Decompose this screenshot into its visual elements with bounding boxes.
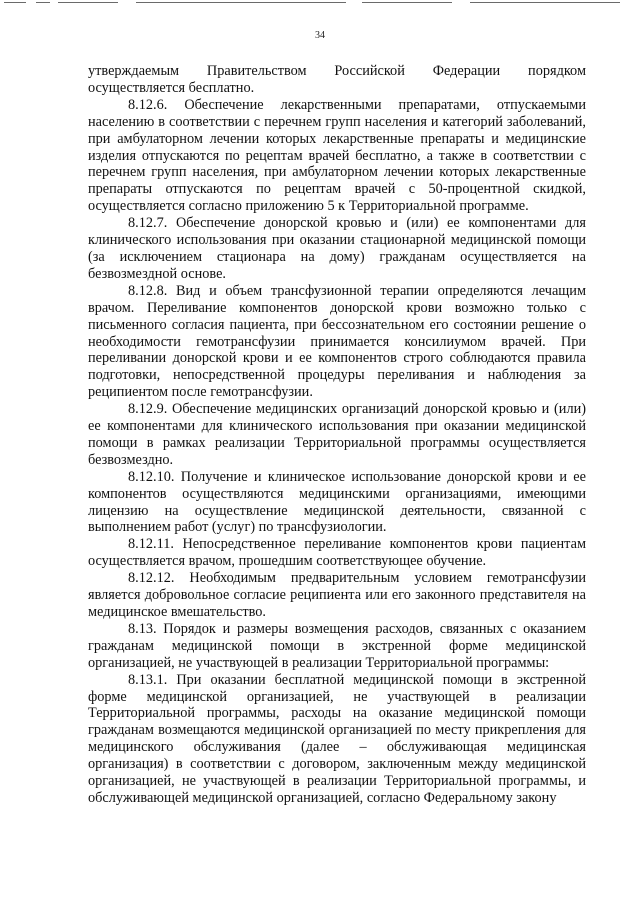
paragraph: 8.12.11. Непосредственное переливание компонентов крови пациентам осуществляется врачом, прошедшим соответствующее обучение. (88, 536, 586, 570)
scan-artifact-line (36, 2, 50, 3)
scan-artifact-line (362, 2, 452, 3)
paragraph: утверждаемым Правительством Российской Федерации порядком осуществляется бесплатно. (88, 63, 586, 96)
paragraph: 8.12.7. Обеспечение донорской кровью и (или) ее компонентами для клинического использования при оказании стационарной медицинской помощи (за исключением стационара на дому) гражданам осуществляется на безвозмездной основе. (88, 215, 586, 282)
paragraph: 8.12.12. Необходимым предварительным условием гемотрансфузии является добровольное согласие реципиента или его законного представителя на медицинское вмешательство. (88, 570, 586, 620)
page-number: 34 (315, 30, 325, 41)
paragraph: 8.13.1. При оказании бесплатной медицинской помощи в экстренной форме медицинской организацией, не участвующей в реализации Территориальной программы, расходы на оказание медицинской помощи гражданам возмещаются медицинской организацией по месту прикрепления для медицинского обслуживания (далее – обслуживающая медицинская организация) в соответствии с договором, заключенным между медицинской организацией, не участвующей в реализации Территориальной программы, и обслуживающей медицинской организацией, согласно Федеральному закону (88, 671, 586, 806)
scan-artifact-line (136, 2, 346, 3)
paragraph: 8.12.9. Обеспечение медицинских организаций донорской кровью и (или) ее компонентами для клинического использования при оказании медицинской помощи в рамках реализации Территориальной программы осуществляется безвозмездно. (88, 401, 586, 468)
paragraph: 8.13. Порядок и размеры возмещения расходов, связанных с оказанием гражданам медицинской помощи в экстренной форме медицинской организацией, не участвующей в реализации Территориальной программы: (88, 620, 586, 671)
scan-artifact-line (4, 2, 26, 3)
paragraph: 8.12.10. Получение и клиническое использование донорской крови и ее компонентов осуществляются медицинскими организациями, имеющими лицензию на осуществление медицинской деятельности, связанной с выполнением работ (услуг) по трансфузиологии. (88, 468, 586, 536)
scan-artifact-line (58, 2, 118, 3)
paragraph: 8.12.8. Вид и объем трансфузионной терапии определяются лечащим врачом. Переливание компонентов донорской крови возможно только с письменного согласия пациента, при бессознательном его состоянии решение о необходимости гемотрансфузии принимается консилиумом врачей. При переливании донорской крови и ее компонентов строго соблюдаются правила подготовки, непосредственной процедуры переливания и наблюдения за реципиентом после гемотрансфузии. (88, 282, 586, 401)
paragraph: 8.12.6. Обеспечение лекарственными препаратами, отпускаемыми населению в соответствии с перечнем групп населения и категорий заболеваний, при амбулаторном лечении которых лекарственные препараты и медицинские изделия отпускаются по рецептам врачей бесплатно, а также в соответствии с перечнем групп населения, при амбулаторном лечении которых лекарственные препараты отпускаются по рецептам врачей с 50-процентной скидкой, осуществляется согласно приложению 5 к Территориальной программе. (88, 96, 586, 215)
scan-edge-artifacts (0, 0, 640, 8)
scan-artifact-line (470, 2, 620, 3)
document-body (88, 63, 586, 807)
